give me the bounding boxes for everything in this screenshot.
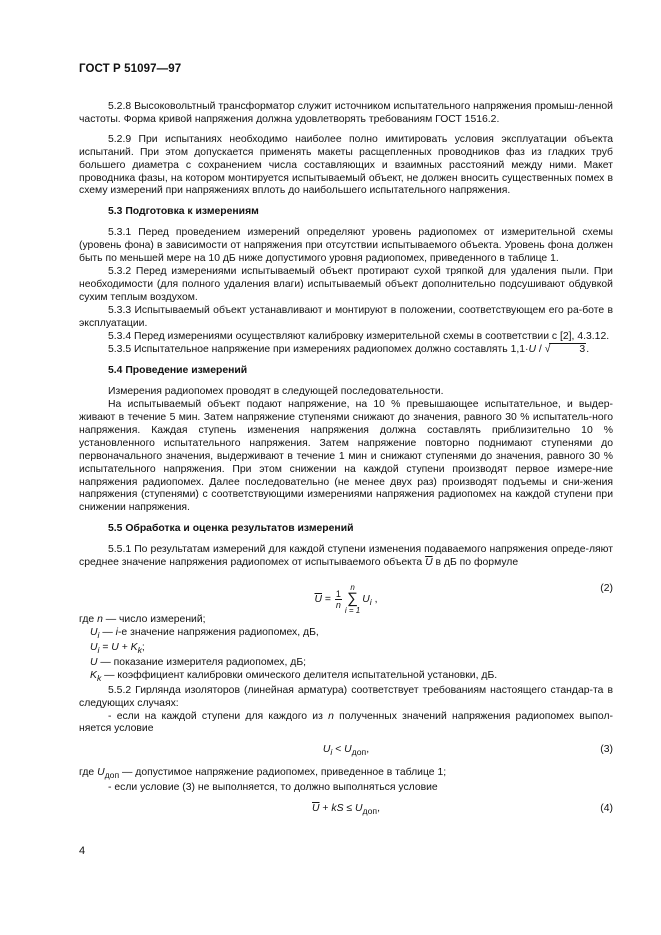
condition-item-1: - если на каждой ступени для каждого из n полученных значений напряжения радиопомех выпол-няется условие xyxy=(79,710,613,735)
paragraph-5-2-8: 5.2.8 Высоковольтный трансформатор служит источником испытательного напряжения промыш-ленной частоты. Форма кривой напряжения должна удовлетворять требованиям ГОСТ 1516.2. xyxy=(79,101,613,125)
equation-2-number: (2) xyxy=(600,583,613,594)
document-body xyxy=(79,101,613,826)
where-u: U — показание измерителя радиопомех, дБ; xyxy=(90,656,307,668)
section-5-4-heading: 5.4 Проведение измерений xyxy=(108,365,248,377)
equation-2 xyxy=(79,574,613,615)
page-number: 4 xyxy=(79,845,86,857)
where-ui-definition: $U_i = U + K_k$; xyxy=(90,641,145,655)
condition-item-2: - если условие (3) не выполняется, то должно выполняться условие xyxy=(108,782,438,794)
test-voltage-formula: 1,1·U / √ 3 xyxy=(510,344,586,356)
paragraph-5-3-2: 5.3.2 Перед измерениями испытываемый объект протирают сухой тряпкой для удаления пыли. При необходимости (для полного удаления влаги) испытываемый объект дополнительно подсушивают обдувкой сухим теплым воздухом. xyxy=(79,265,613,303)
where-ui: $U_i$ — i-е значение напряжения радиопомех, дБ, xyxy=(90,626,319,640)
equation-2-formula: $\overline{U}$ = $\frac{1}{n}$ n ∑ i = 1 $U_i$ , xyxy=(314,583,378,615)
where-n: где n — число измерений; xyxy=(79,614,206,625)
standard-code-header: ГОСТ Р 51097—97 xyxy=(79,63,182,75)
where-kk: $K_k$ — коэффициент калибровки омического делителя испытательной установки, дБ. xyxy=(90,669,498,683)
equation-3 xyxy=(79,741,613,761)
equation-3-number: (3) xyxy=(600,744,613,756)
section-5-5-heading: 5.5 Обработка и оценка результатов измерений xyxy=(108,523,354,535)
paragraph-5-5-2: 5.5.2 Гирлянда изоляторов (линейная арматура) соответствует требованиям настоящего стандар-та в следующих случаях: xyxy=(79,684,613,709)
equation-3-formula: $U_i < U_{доп}$, xyxy=(322,744,370,758)
summation-symbol: n ∑ i = 1 xyxy=(344,583,361,615)
paragraph-5-3-3: 5.3.3 Испытываемый объект устанавливают и монтируют в положении, соответствующем его ра-боте в эксплуатации. xyxy=(79,304,613,329)
udop-definition: где $U_{доп}$ — допустимое напряжение радиопомех, приведенное в таблице 1; xyxy=(79,767,447,781)
equation-4-formula: $\overline{U}$ + kS ≤ $U_{доп}$, xyxy=(312,803,380,817)
section-5-3-heading: 5.3 Подготовка к измерениям xyxy=(108,206,259,218)
paragraph-5-3-5: 5.3.5 Испытательное напряжение при измерениях радиопомех должно составлять 1,1·U / √ 3. xyxy=(108,344,590,356)
paragraph-5-4-procedure: На испытываемый объект подают напряжение, на 10 % превышающее испытательное, и выдер-живают в течение 5 мин. Затем напряжение ступенями снижают до значения, равного 30 % испытатель-ного напряжения. Каждая ступень изменения напряжения должна составлять приблизительно 10 % установленного испытательного напряжения. Затем напряжение повторно поднимают ступенями до первоначального значения, выдерживают в течение 1 мин и снижают ступенями до значения, равного 30 % испытательного напряжения. При этом снижении на каждой ступени производят первое измере-ние напряжения радиопомех. Далее последовательно (не менее двух раз) производят подъемы и сни-жения напряжения (ступенями) с соответствующими измерениями напряжения радиопомех на каждой ступени при снижении напряжения. xyxy=(79,399,613,514)
paragraph-5-3-4: 5.3.4 Перед измерениями осуществляют калибровку измерительной схемы в соответствии с [2], 4.3.12. xyxy=(108,330,610,342)
paragraph-5-2-9: 5.2.9 При испытаниях необходимо наиболее полно имитировать условия эксплуатации объекта испытаний. При этом допускается применять макеты расщепленных проводников фаз из гладких труб большего диаметра с сохранением числа составляющих и взаимных расстояний между ними. Макет проводника фазы, на котором монтируется испытываемый объект, не должен вносить существенных помех в схему измерений при напряжениях вплоть до наибольшего испытательного напряжения. xyxy=(79,133,613,197)
paragraph-5-4-intro: Измерения радиопомех проводят в следующей последовательности. xyxy=(108,386,444,398)
paragraph-5-3-1: 5.3.1 Перед проведением измерений определяют уровень радиопомех от измерительной схемы (уровень фона) в зависимости от напряжения при отсутствии испытываемого объекта. Уровень фона должен быть по меньшей мере на 10 дБ ниже допустимого уровня радиопомех, приведенного в таблице 1. xyxy=(79,227,613,265)
paragraph-5-5-1: 5.5.1 По результатам измерений для каждой ступени изменения подаваемого напряжения опреде-ляют среднее значение напряжения радиопомех от испытываемого объекта $\overline{U}$ в дБ по формуле xyxy=(79,544,613,569)
equation-4-number: (4) xyxy=(600,803,613,815)
equation-4 xyxy=(79,800,613,820)
